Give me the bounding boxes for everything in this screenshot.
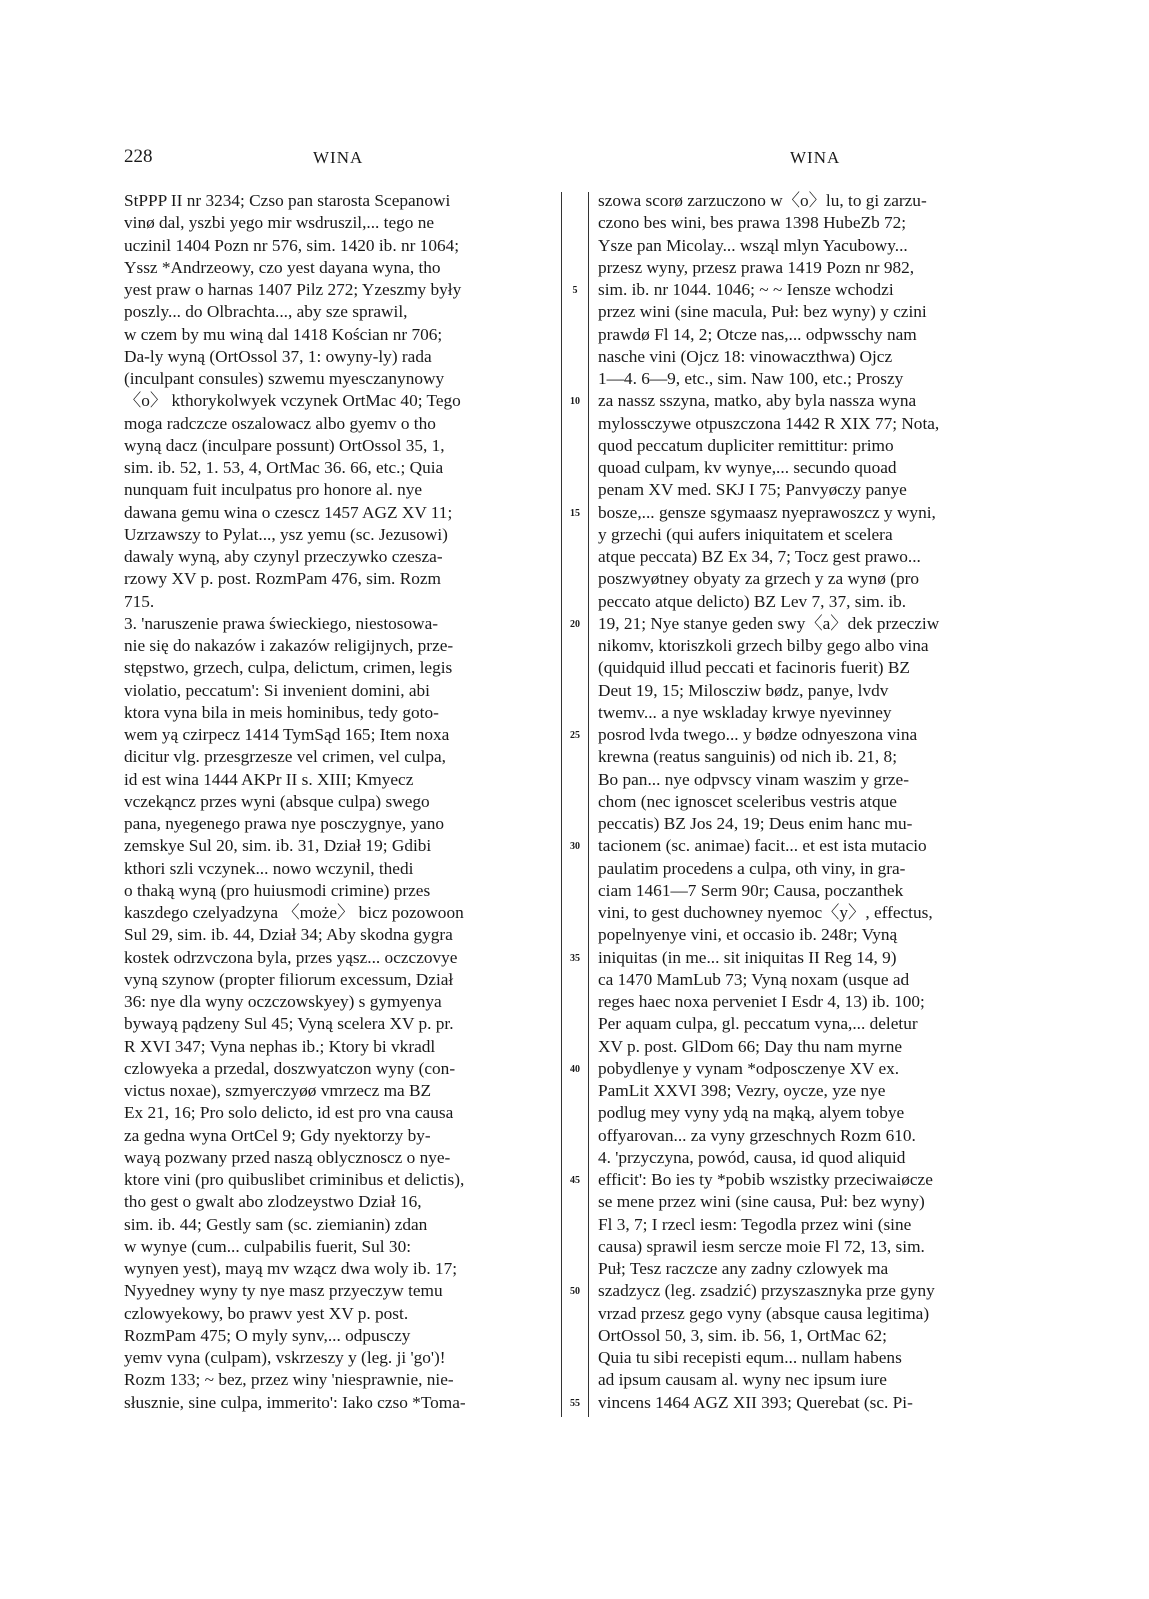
text-line: 1—4. 6—9, etc., sim. Naw 100, etc.; Proszy (598, 369, 904, 388)
left-column (124, 190, 554, 1414)
text-line: quoad culpam, kv wynye,... secundo quoad (598, 458, 897, 477)
line-number: 25 (570, 730, 580, 741)
text-line: victus noxae), szmyerczyøø vmrzecz ma BZ (124, 1081, 432, 1100)
text-line: OrtOssol 50, 3, sim. ib. 56, 1, OrtMac 62; (598, 1325, 887, 1345)
text-line: mylossczywe otpuszczona 1442 R XIX 77; Nota, (598, 413, 940, 433)
text-line: ktora vyna bila in meis hominibus, tedy goto- (124, 702, 439, 722)
text-line: prawdø Fl 14, 2; Otcze nas,... odpwsschy nam (598, 324, 917, 344)
text-line: sim. ib. 44; Gestly sam (sc. ziemianin) zdan (124, 1214, 428, 1234)
text-line: penam XV med. SKJ I 75; Panvyøczy panye (598, 480, 907, 500)
text-line: Ex 21, 16; Pro solo delicto, id est pro vna causa (124, 1103, 454, 1123)
text-line: nikomv, ktoriszkoli grzech bilby gego albo vina (598, 636, 929, 655)
text-line: rzowy XV p. post. RozmPam 476, sim. Rozm (124, 569, 441, 589)
text-line: szowa scorø zarzuczono w〈o〉lu, to gi zarzu- (598, 191, 927, 210)
text-line: przez wini (sine macula, Puł: bez wyny) y czini (598, 302, 927, 322)
text-line: atque peccata) BZ Ex 34, 7; Tocz gest prawo... (598, 547, 921, 566)
text-line: poszly... do Olbrachta..., aby sze sprawil, (124, 302, 408, 322)
text-line: Uzrzawszy to Pylat..., ysz yemu (sc. Jezusowi) (124, 524, 448, 544)
text-line: posrod lvda twego... y bødze odnyeszona vina (598, 725, 918, 744)
text-line: ca 1470 MamLub 73; Vyną noxam (usque ad (598, 969, 910, 989)
column-rule-left (561, 192, 562, 1417)
text-line: czono bes wini, bes prawa 1398 HubeZb 72; (598, 213, 907, 233)
text-line: id est wina 1444 AKPr II s. XIII; Kmyecz (124, 769, 414, 789)
text-line: za gedna wyna OrtCel 9; Gdy nyektorzy by- (124, 1125, 431, 1145)
text-line: krewna (reatus sanguinis) od nich ib. 21, 8; (598, 747, 897, 767)
text-line: wem yą czirpecz 1414 TymSąd 165; Item noxa (124, 725, 450, 744)
text-line: yest praw o harnas 1407 Pilz 272; Yzeszmy były (124, 280, 462, 299)
text-line: (inculpant consules) szwemu myesczanynowy (124, 369, 445, 388)
text-line: zemskye Sul 20, sim. ib. 31, Dział 19; Gdibi (124, 836, 432, 856)
text-line: w czem by mu winą dal 1418 Kościan nr 706; (124, 324, 443, 344)
text-line: 19, 21; Nye stanye geden swy〈a〉dek przecziw (598, 613, 940, 633)
text-line: yemv vyna (culpam), vskrzeszy y (leg. ji 'go')! (124, 1348, 446, 1367)
text-line: uczinil 1404 Pozn nr 576, sim. 1420 ib. nr 1064; (124, 235, 460, 255)
text-line: 4. 'przyczyna, powód, causa, id quod aliquid (598, 1147, 906, 1167)
text-line: tacionem (sc. animae) facit... et est ista mutacio (598, 836, 927, 856)
right-column (598, 190, 1028, 1414)
text-line: se mene przez wini (sine causa, Puł: bez wyny) (598, 1192, 925, 1212)
text-line: wyną dacz (inculpare possunt) OrtOssol 35, 1, (124, 435, 445, 455)
text-line: kthori szli vczynek... nowo wczynil, thedi (124, 858, 414, 878)
text-line: bosze,... gensze sgymaasz nyeprawoszcz y wyni, (598, 502, 936, 522)
line-number: 15 (570, 507, 580, 519)
text-line: czlowyeka a przedal, doszwyatczon wyny (con- (124, 1058, 456, 1078)
text-line: offyarovan... za vyny grzeschnych Rozm 610. (598, 1125, 916, 1145)
text-line: wayą pozwany przed naszą oblycznoscz o nye- (124, 1147, 451, 1167)
text-line: moga radczcze oszalowacz albo gyemv o tho (124, 413, 436, 433)
line-number: 50 (570, 1286, 580, 1298)
text-line: y grzechi (qui aufers iniquitatem et scelera (598, 524, 893, 544)
text-line: Sul 29, sim. ib. 44, Dział 34; Aby skodna gygra (124, 925, 453, 945)
line-number: 10 (570, 396, 580, 408)
text-line: Bo pan... nye odpvscy vinam waszim y grze- (598, 769, 909, 789)
text-line: Deut 19, 15; Miloscziw bødz, panye, lvdv (598, 680, 889, 700)
line-number: 5 (572, 285, 578, 296)
text-line: chom (nec ignoscet sceleribus vestris atque (598, 791, 897, 811)
line-number: 55 (570, 1397, 580, 1409)
text-line: nasche vini (Ojcz 18: vinowaczthwa) Ojcz (598, 346, 893, 366)
text-line: paulatim procedens a culpa, oth viny, in gra- (598, 858, 906, 878)
text-line: słusznie, sine culpa, immerito': Iako czso *Toma- (124, 1392, 466, 1412)
text-line: o thaką wyną (pro huiusmodi crimine) przes (124, 880, 431, 900)
text-line: peccato atque delicto) BZ Lev 7, 37, sim. ib. (598, 591, 907, 611)
text-line: szadzycz (leg. zsadzić) przyszasznyka prze gyny (598, 1281, 935, 1301)
text-line: pobydlenye y vynam *odposczenye XV ex. (598, 1058, 900, 1078)
text-line: vincens 1464 AGZ XII 393; Querebat (sc. Pi- (598, 1392, 913, 1412)
text-line: bywayą pądzeny Sul 45; Vyną scelera XV p. pr. (124, 1014, 454, 1034)
page-number: 228 (124, 146, 153, 167)
text-line: vini, to gest duchowney nyemoc〈y〉, effectus, (598, 903, 933, 922)
text-line: 715. (124, 591, 155, 611)
text-line: kostek odrzvczona byla, przes yąsz... oczczovye (124, 947, 458, 967)
text-line: 36: nye dla wyny oczczowskyey) s gymyenya (124, 992, 442, 1011)
text-line: violatio, peccatum': Si invenient domini, abi (124, 680, 430, 700)
text-line: twemv... a nye wskladay krwye nyevinney (598, 702, 892, 722)
line-number: 40 (570, 1063, 580, 1075)
text-line: popelnyenye vini, et occasio ib. 248r; Vyną (598, 925, 898, 945)
text-line: peccatis) BZ Jos 24, 19; Deus enim hanc mu- (598, 814, 913, 833)
text-line: dawana gemu wina o czescz 1457 AGZ XV 11; (124, 502, 453, 522)
text-line: Rozm 133; ~ bez, przez winy 'niesprawnie, nie- (124, 1370, 454, 1390)
text-line: wynyen yest), mayą mv wząсz dwa woly ib. 17; (124, 1259, 458, 1278)
line-number: 45 (570, 1175, 580, 1186)
line-number: 35 (570, 952, 580, 964)
text-line: iniquitas (in me... sit iniquitas II Reg 14, 9) (598, 947, 897, 967)
text-line: reges haec noxa perveniet I Esdr 4, 13) ib. 100; (598, 992, 925, 1011)
running-head-right: WINA (790, 148, 841, 167)
line-number: 30 (570, 841, 580, 853)
text-line: podlug mey vyny ydą na mąką, alyem tobye (598, 1103, 905, 1123)
text-line: vinø dal, yszbi yego mir wsdruszil,... tego ne (124, 213, 435, 233)
text-line: RozmPam 475; O myly synv,... odpusczy (124, 1325, 411, 1345)
text-line: kaszdego czelyadzyna 〈może〉 bicz pozowoon (124, 903, 464, 922)
line-number: 20 (570, 618, 580, 630)
text-line: nie się do nakazów i zakazów religijnych, prze- (124, 636, 454, 655)
text-line: vczekąncz przes wyni (absque culpa) swego (124, 791, 430, 811)
text-line: dawaly wyną, aby czynyl przeczywko czesza- (124, 547, 443, 566)
text-line: przesz wyny, przesz prawa 1419 Pozn nr 982, (598, 257, 915, 277)
text-line: PamLit XXVI 398; Vezry, oycze, yze nye (598, 1081, 886, 1100)
text-line: ad ipsum causam al. wyny nec ipsum iure (598, 1370, 887, 1390)
text-line: Nyyedney wyny ty nye masz przyeczyw temu (124, 1281, 443, 1301)
text-line: czlowyekowy, bo prawv yest XV p. post. (124, 1303, 409, 1323)
text-line: za nassz sszyna, matko, aby byla nassza wyna (598, 391, 917, 411)
text-line: R XVI 347; Vyna nephas ib.; Ktory bi vkradl (124, 1036, 436, 1056)
text-line: w wynye (cum... culpabilis fuerit, Sul 30: (124, 1236, 412, 1256)
text-line: Quia tu sibi recepisti equm... nullam habens (598, 1348, 902, 1367)
column-rule-right (588, 192, 589, 1417)
text-line: causa) sprawil iesm sercze moie Fl 72, 13, sim. (598, 1236, 925, 1256)
text-line: vrzad przesz gego vyny (absque causa legitima) (598, 1303, 930, 1323)
text-line: Da-ly wyną (OrtOssol 37, 1: owyny-ly) rada (124, 346, 432, 366)
text-line: tho gest o gwalt abo zlodzeystwo Dział 16, (124, 1192, 422, 1212)
text-line: (quidquid illud peccati et facinoris fuerit) BZ (598, 658, 910, 678)
text-line: poszwyøtney obyaty za grzech y za wynø (pro (598, 569, 920, 589)
text-line: nunquam fuit inculpatus pro honore al. nye (124, 480, 423, 500)
text-line: stępstwo, grzech, culpa, delictum, crimen, legis (124, 658, 453, 678)
text-line: Per aquam culpa, gl. peccatum vyna,... deletur (598, 1014, 918, 1034)
text-line: ciam 1461—7 Serm 90r; Causa, poczanthek (598, 880, 904, 900)
text-line: quod peccatum dupliciter remittitur: primo (598, 435, 894, 455)
page-header (0, 146, 1149, 170)
text-line: pana, nyegenego prawa nye posczygnye, yano (124, 814, 445, 833)
text-line: efficit': Bo ies ty *pobib wszistky przeciwaiøcze (598, 1170, 933, 1189)
text-line: Ysze pan Micolay... wsząl mlyn Yacubowy... (598, 235, 908, 255)
text-line: 3. 'naruszenie prawa świeckiego, niestosowa- (124, 613, 439, 633)
text-line: dicitur vlg. przesgrzesze vel crimen, vel culpa, (124, 747, 446, 767)
text-line: Fl 3, 7; I rzecl iesm: Tegodla przez wini (sine (598, 1214, 912, 1234)
running-head-left: WINA (313, 148, 364, 167)
text-line: 〈o〉 kthorykolwyek vczynek OrtMac 40; Tego (124, 391, 461, 411)
text-line: StPPP II nr 3234; Czso pan starosta Scepanowi (124, 191, 451, 210)
text-line: Puł; Tesz raczcze any zadny czlowyek ma (598, 1259, 889, 1278)
text-line: ktore vini (pro quibuslibet criminibus et delictis), (124, 1170, 465, 1189)
text-line: sim. ib. 52, 1. 53, 4, OrtMac 36. 66, etc.; Quia (124, 458, 444, 477)
text-line: sim. ib. nr 1044. 1046; ~ ~ Iensze wchodzi (598, 280, 894, 299)
text-line: vyną szynow (propter filiorum excessum, Dział (124, 969, 454, 989)
text-line: XV p. post. GlDom 66; Day thu nam myrne (598, 1036, 902, 1056)
text-line: Yssz *Andrzeowy, czo yest dayana wyna, tho (124, 257, 441, 277)
